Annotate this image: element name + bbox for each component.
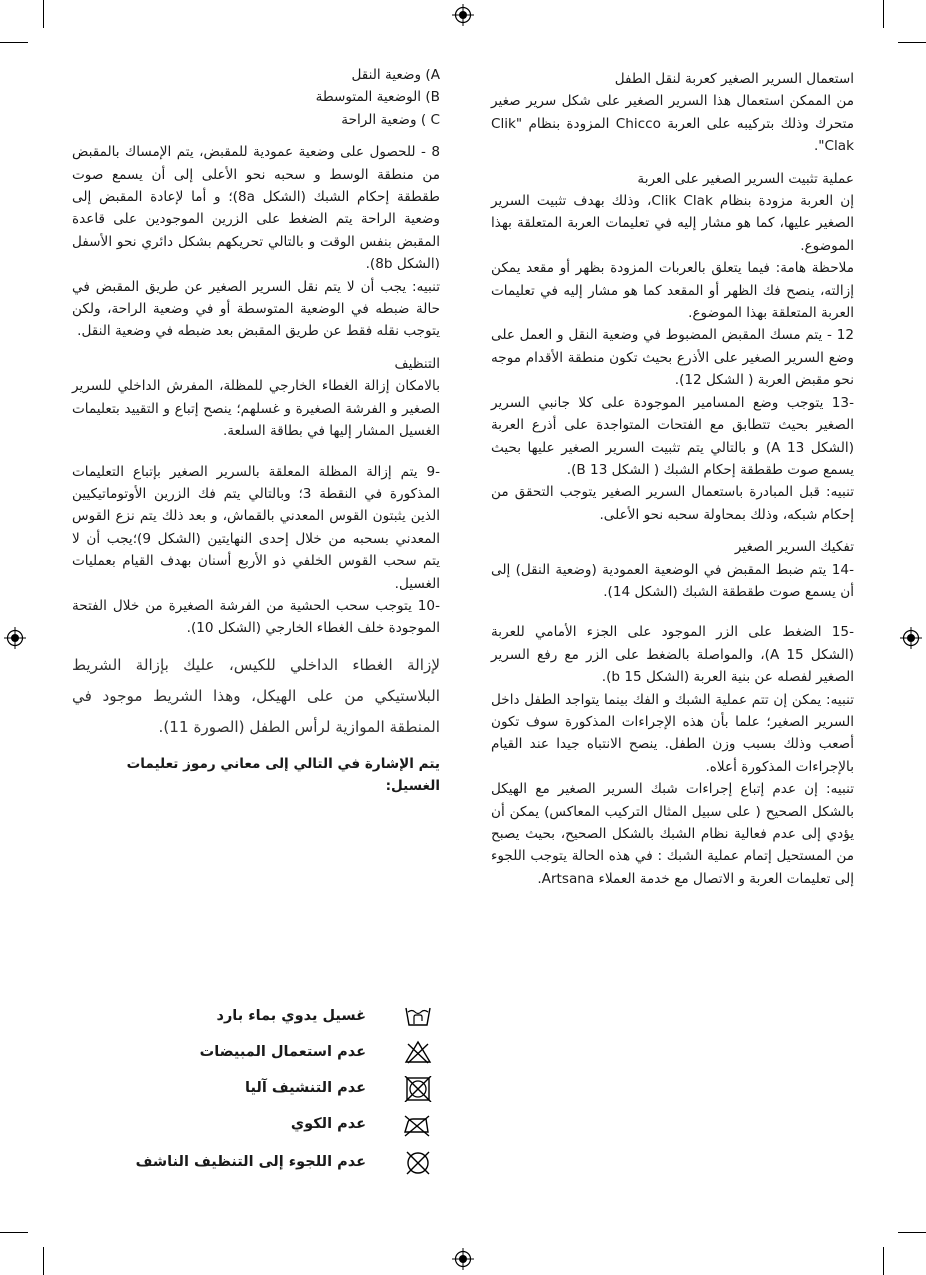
wash-symbol-label: عدم التنشيف آليا: [245, 1080, 366, 1096]
removal-title: تفكيك السرير الصغير: [734, 539, 854, 556]
step-9: -9 يتم إزالة المظلة المعلقة بالسرير الصغير بإتباع التعليمات المذكورة في النقطة 3؛ وبالتالي يتم فك الزرين الأوتوماتيكيين الذين يثبتون القوس المعدني بالقماش، و بعد ذلك يتم نزع القوس المعدني بسحبه من خلال إحدى النهايتين (الشكل 9)؛يجب أن لا يتم سحب القوس الخلفي ذو الأربع أسنان بهدف القيام بعمليات الغسيل.: [72, 463, 440, 592]
wash-symbol-row: [102, 1150, 432, 1180]
intro-text: من الممكن استعمال هذا السرير الصغير على شكل سرير صغير متحرك وذلك بتركيبه على العربة Chicco المزودة بنظام "Clik Clak".: [491, 93, 854, 155]
wash-symbol-label: عدم الكوي: [290, 1116, 366, 1132]
crop-mark: [898, 42, 926, 43]
warning-child-inside: تنبيه: يمكن إن تتم عملية الشبك و الفك بينما يتواجد الطفل داخل السرير الصغير؛ علما بأن هذه الإجراءات المذكورة سوف تكون أصعب وذلك بسبب وزن الطفل. ينصح الانتباه جيدا عند القيام بالإجراءات المذكورة أعلاه.: [491, 691, 854, 775]
wash-symbol-row: [102, 1112, 432, 1142]
step-13: -13 يتوجب وضع المسامير الموجودة على كلا جانبي السرير الصغير بحيث تتطابق مع الفتحات المتواجدة على أذرع العربة (الشكل 13 A) و بالتالي يتم تثبيت السرير الصغير عليها بحيث يسمع صوت طقطقة إحكام الشبك ( الشكل 13 B).: [491, 394, 854, 478]
no-tumble-dry-icon: [404, 1076, 432, 1102]
wash-symbol-row: [102, 1004, 432, 1034]
no-dry-clean-icon: [404, 1150, 432, 1176]
registration-mark-icon: [900, 627, 922, 649]
warning-incorrect-fitting: تنبيه: إن عدم إتباع إجراءات شبك السرير الصغير مع الهيكل بالشكل الصحيح ( على سبيل المثال التركيب المعاكس) يمكن أن يؤدي إلى عدم فعالية نظام الشبك بالشكل الصحيح، بحيث يصبح من المستحيل إتمام عملية الشبك : في هذه الحالة يتوجب اللجوء إلى تعليمات العربة و الاتصال مع خدمة العملاء Artsana.: [491, 781, 854, 887]
warning-lock-check: تنبيه: قبل المبادرة باستعمال السرير الصغير يتوجب التحقق من إحكام شبكه، وذلك بمحاولة سحبه نحو الأعلى.: [491, 484, 854, 523]
crop-mark: [883, 1247, 884, 1275]
step-15: -15 الضغط على الزر الموجود على الجزء الأمامي للعربة (الشكل 15 A)، والمواصلة بالضغط على الزر مع رفع السرير الصغير لفصله عن بنية العربة (الشكل 15 b).: [491, 624, 854, 686]
crop-mark: [0, 42, 28, 43]
step-14: -14 يتم ضبط المقبض في الوضعية العمودية (وضعية النقل) إلى أن يسمع صوت طقطقة الشبك (الشكل 14).: [491, 561, 854, 600]
registration-mark-icon: [452, 4, 474, 26]
wash-symbol-label: عدم اللجوء إلى التنظيف الناشف: [135, 1154, 366, 1170]
wash-symbol-label: عدم استعمال المبيضات: [199, 1044, 366, 1060]
position-a: A) وضعية النقل: [351, 67, 440, 83]
wash-symbols-legend: [100, 1004, 432, 1184]
hand-wash-icon: [404, 1004, 432, 1028]
registration-mark-icon: [452, 1248, 474, 1270]
position-c: C ) وضعية الراحة: [341, 111, 440, 128]
crop-mark: [883, 0, 884, 28]
cleaning-text: بالامكان إزالة الغطاء الخارجي للمظلة، المفرش الداخلي للسرير الصغير و الفرشة الصغيرة و غسلهم؛ ينصح إتباع و التقييد بتعليمات الغسيل المشار إليها في بطاقة السلعة.: [72, 378, 440, 440]
position-b: B) الوضعية المتوسطة: [315, 89, 440, 106]
step-8: 8 - للحصول على وضعية عمودية للمقبض، يتم الإمساك بالمقبض من منطقة الوسط و سحبه نحو الأعلى إلى أن يسمع صوت طقطقة إحكام الشبك (الشكل 8a)؛ و أما لإعادة المقبض إلى وضعية الراحة يتم الضغط على الزرين الموجودين على قاعدة المقبض بنفس الوقت و بالتالي تحريكهم بشكل دائري نحو الأسفل (الشكل 8b).: [72, 144, 441, 273]
symbols-intro: يتم الإشارة في التالي إلى معاني رموز تعليمات الغسيل:: [126, 755, 440, 795]
step-10: -10 يتوجب سحب الحشية من الفرشة الصغيرة من خلال الفتحة الموجودة خلف الغطاء الخارجي (الشكل 10).: [72, 597, 440, 637]
intro-title: استعمال السرير الصغير كعربة لنقل الطفل: [614, 71, 854, 87]
fixing-title: عملية تثبيت السرير الصغير على العربة: [637, 170, 854, 187]
crop-mark: [43, 0, 44, 28]
step-12: 12 - يتم مسك المقبض المضبوط في وضعية النقل و العمل على وضع السرير الصغير على الأذرع بحيث تكون منطقة الأقدام موجه نحو مقبض العربة ( الشكل 12).: [491, 327, 854, 389]
wash-symbol-row: [102, 1040, 432, 1070]
no-bleach-icon: [404, 1040, 432, 1064]
cleaning-title: التنظيف: [394, 355, 440, 372]
crop-mark: [43, 1247, 44, 1275]
crop-mark: [0, 1232, 28, 1233]
registration-mark-icon: [4, 627, 26, 649]
left-column: [72, 64, 440, 798]
no-iron-icon: [402, 1112, 432, 1138]
wash-symbol-row: [102, 1076, 432, 1106]
important-note: ملاحظة هامة: فيما يتعلق بالعربات المزودة بظهر أو مقعد يمكن إزالته، ينصح فك الظهر أو المقعد كما هو مشار إليه في تعليمات العربة المتعلقة بهذا الموضوع.: [491, 260, 854, 322]
fixing-text: إن العربة مزودة بنظام Clik Clak، وذلك بهدف تثبيت السرير الصغير عليها، كما هو مشار إليه في تعليمات العربة المتعلقة بهذا الموضوع.: [491, 193, 854, 254]
right-column: [491, 68, 854, 890]
wash-symbol-label: غسيل يدوي بماء بارد: [216, 1008, 366, 1024]
crop-mark: [898, 1232, 926, 1233]
inner-cover-text: لإزالة الغطاء الداخلي للكيس، عليك بإزالة الشريط البلاستيكي من على الهيكل، وهذا الشريط موجود في المنطقة الموازية لرأس الطفل (الصورة 11).: [72, 655, 440, 736]
warning-carry-handle: تنبيه: يجب أن لا يتم نقل السرير الصغير عن طريق المقبض في حالة ضبطه في الوضعية المتوسطة أو في وضعية الراحة، ولكن يتوجب نقله فقط عن طريق المقبض بعد ضبطه في وضعية النقل.: [72, 278, 440, 340]
